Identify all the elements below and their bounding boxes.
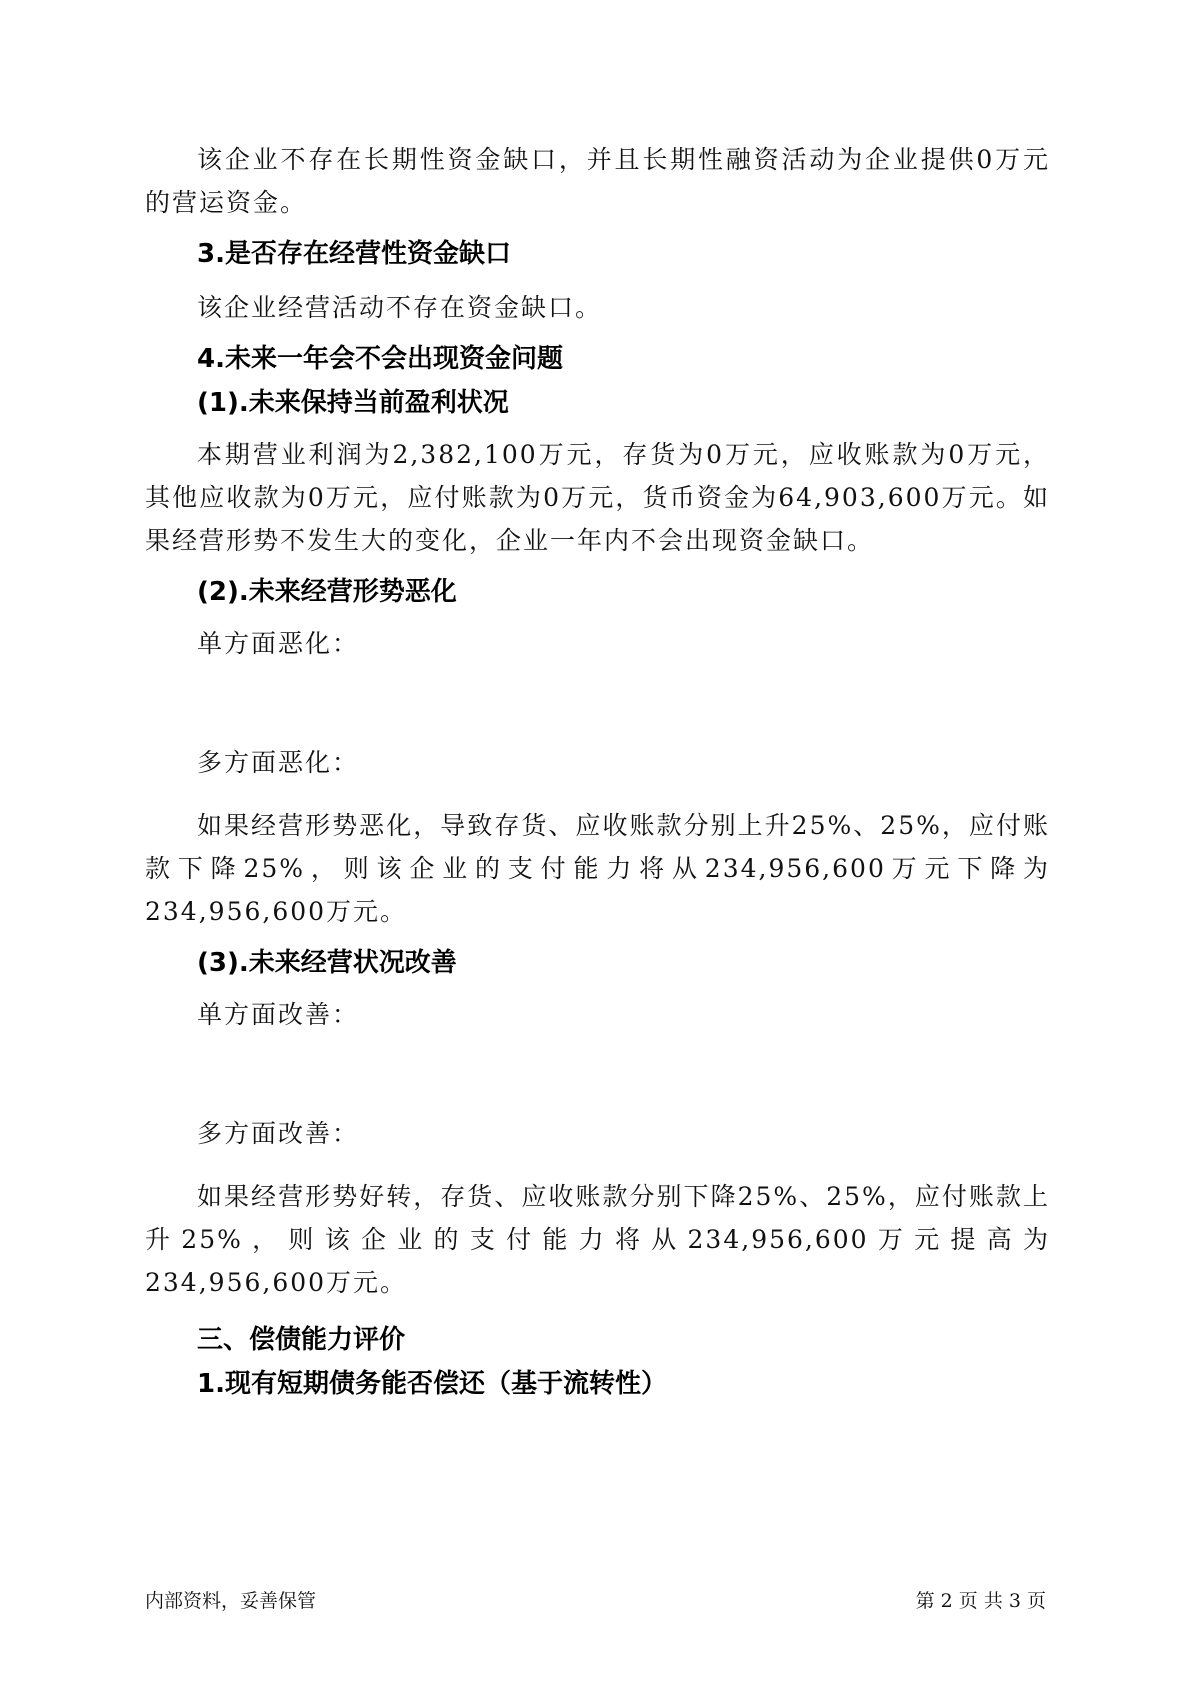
paragraph-improving-detail: 如果经营形势好转，存货、应收账款分别下降25%、25%，应付账款上升25%，则该企业的支付能力将从234,956,600万元提高为234,956,600万元。 <box>145 1182 1050 1297</box>
heading-improving: (3).未来经营状况改善 <box>197 948 457 978</box>
heading-future-year: 4.未来一年会不会出现资金问题 <box>197 344 563 374</box>
heading-worsening: (2).未来经营形势恶化 <box>197 577 457 607</box>
paragraph-keep-current: 本期营业利润为2,382,100万元，存货为0万元，应收账款为0万元，其他应收款为0万元，应付账款为0万元，货币资金为64,903,600万元。如果经营形势不发生大的变化，企业一年内不会出现资金缺口。 <box>145 440 1050 555</box>
heading-operating-gap: 3.是否存在经营性资金缺口 <box>197 239 511 269</box>
paragraph-worsening-detail: 如果经营形势恶化，导致存货、应收账款分别上升25%、25%，应付账款下降25%，则该企业的支付能力将从234,956,600万元下降为234,956,600万元。 <box>145 811 1050 926</box>
paragraph-multi-improving: 多方面改善： <box>197 1119 360 1148</box>
paragraph-operating-gap: 该企业经营活动不存在资金缺口。 <box>197 293 603 322</box>
heading-short-term-debt: 1.现有短期债务能否偿还（基于流转性） <box>197 1369 667 1399</box>
paragraph-single-worsening: 单方面恶化： <box>197 629 360 658</box>
footer-page-number: 第 2 页 共 3 页 <box>915 1590 1046 1612</box>
heading-solvency: 三、偿债能力评价 <box>197 1325 406 1355</box>
paragraph-single-improving: 单方面改善： <box>197 1000 360 1029</box>
footer-confidential-note: 内部资料，妥善保管 <box>145 1590 317 1612</box>
paragraph-multi-worsening: 多方面恶化： <box>197 748 360 777</box>
paragraph-long-term-gap: 该企业不存在长期性资金缺口，并且长期性融资活动为企业提供0万元的营运资金。 <box>145 145 1050 217</box>
heading-keep-current: (1).未来保持当前盈利状况 <box>197 388 509 418</box>
page-content <box>145 138 1050 1404</box>
